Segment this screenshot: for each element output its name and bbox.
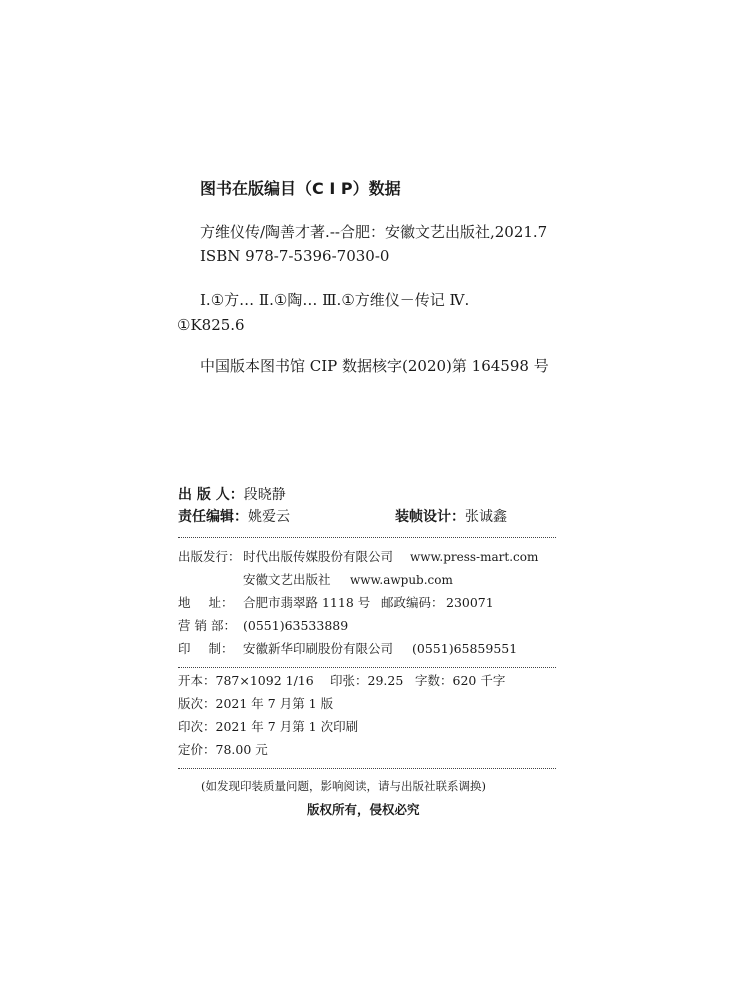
designer-label: 装帧设计： <box>395 509 465 525</box>
words-label: 字数： <box>415 673 453 688</box>
printing-row <box>178 721 358 734</box>
quality-notice: (如发现印装质量问题，影响阅读，请与出版社联系调换) <box>201 779 486 793</box>
copyright-notice: 版权所有，侵权必究 <box>307 802 420 817</box>
divider <box>178 667 556 668</box>
price: 78.00 元 <box>215 742 268 757</box>
marketing-label: 营 销 部： <box>178 618 236 633</box>
sheets: 29.25 <box>367 673 404 688</box>
publisher-person-row <box>178 488 286 502</box>
marketing-phone: (0551)63533889 <box>243 618 349 633</box>
printing-label: 印次： <box>178 719 216 734</box>
designer-row <box>395 510 507 524</box>
editor-row <box>178 510 290 524</box>
distributor-label: 出版发行： <box>178 549 241 564</box>
printer-label: 印 制： <box>178 641 234 656</box>
publisher-person-label: 出 版 人： <box>178 487 244 503</box>
distributor: 时代出版传媒股份有限公司 <box>243 549 394 564</box>
sheets-label: 印张： <box>330 673 368 688</box>
printing: 2021 年 7 月第 1 次印刷 <box>215 719 359 734</box>
address: 合肥市翡翠路 1118 号 <box>243 595 371 610</box>
edition-label: 版次： <box>178 696 216 711</box>
sheets-row <box>330 675 403 688</box>
editor-label: 责任编辑： <box>178 509 248 525</box>
divider <box>178 768 556 769</box>
cip-isbn: ISBN 978-7-5396-7030-0 <box>200 247 390 265</box>
format-label: 开本： <box>178 673 216 688</box>
format-row <box>178 675 314 688</box>
printer: 安徽新华印刷股份有限公司 <box>243 641 394 656</box>
printer-phone: (0551)65859551 <box>412 641 518 656</box>
price-label: 定价： <box>178 742 216 757</box>
press-name: 安徽文艺出版社 <box>243 572 331 587</box>
words: 620 千字 <box>452 673 506 688</box>
editor: 姚爱云 <box>248 509 290 525</box>
postcode: 230071 <box>446 595 494 610</box>
cip-heading: 图书在版编目（C I P）数据 <box>200 179 401 198</box>
cip-classification-line1: Ⅰ.①方… Ⅱ.①陶… Ⅲ.①方维仪－传记 Ⅳ. <box>200 291 470 309</box>
cip-classification-line2: ①K825.6 <box>177 316 245 334</box>
press-url: www.awpub.com <box>350 573 453 587</box>
designer: 张诚鑫 <box>465 509 507 525</box>
cip-title-line: 方维仪传/陶善才著.--合肥：安徽文艺出版社,2021.7 <box>200 223 548 241</box>
publisher-person: 段晓静 <box>243 487 286 503</box>
price-row <box>178 744 268 757</box>
address-label: 地 址： <box>178 595 234 610</box>
words-row <box>415 675 505 688</box>
distributor-url: www.press-mart.com <box>410 550 539 564</box>
cip-number: 中国版本图书馆 CIP 数据核字(2020)第 164598 号 <box>200 357 549 375</box>
edition: 2021 年 7 月第 1 版 <box>215 696 334 711</box>
postcode-label: 邮政编码： <box>381 595 444 610</box>
edition-row <box>178 698 333 711</box>
divider <box>178 537 556 538</box>
format: 787×1092 1/16 <box>215 673 314 688</box>
